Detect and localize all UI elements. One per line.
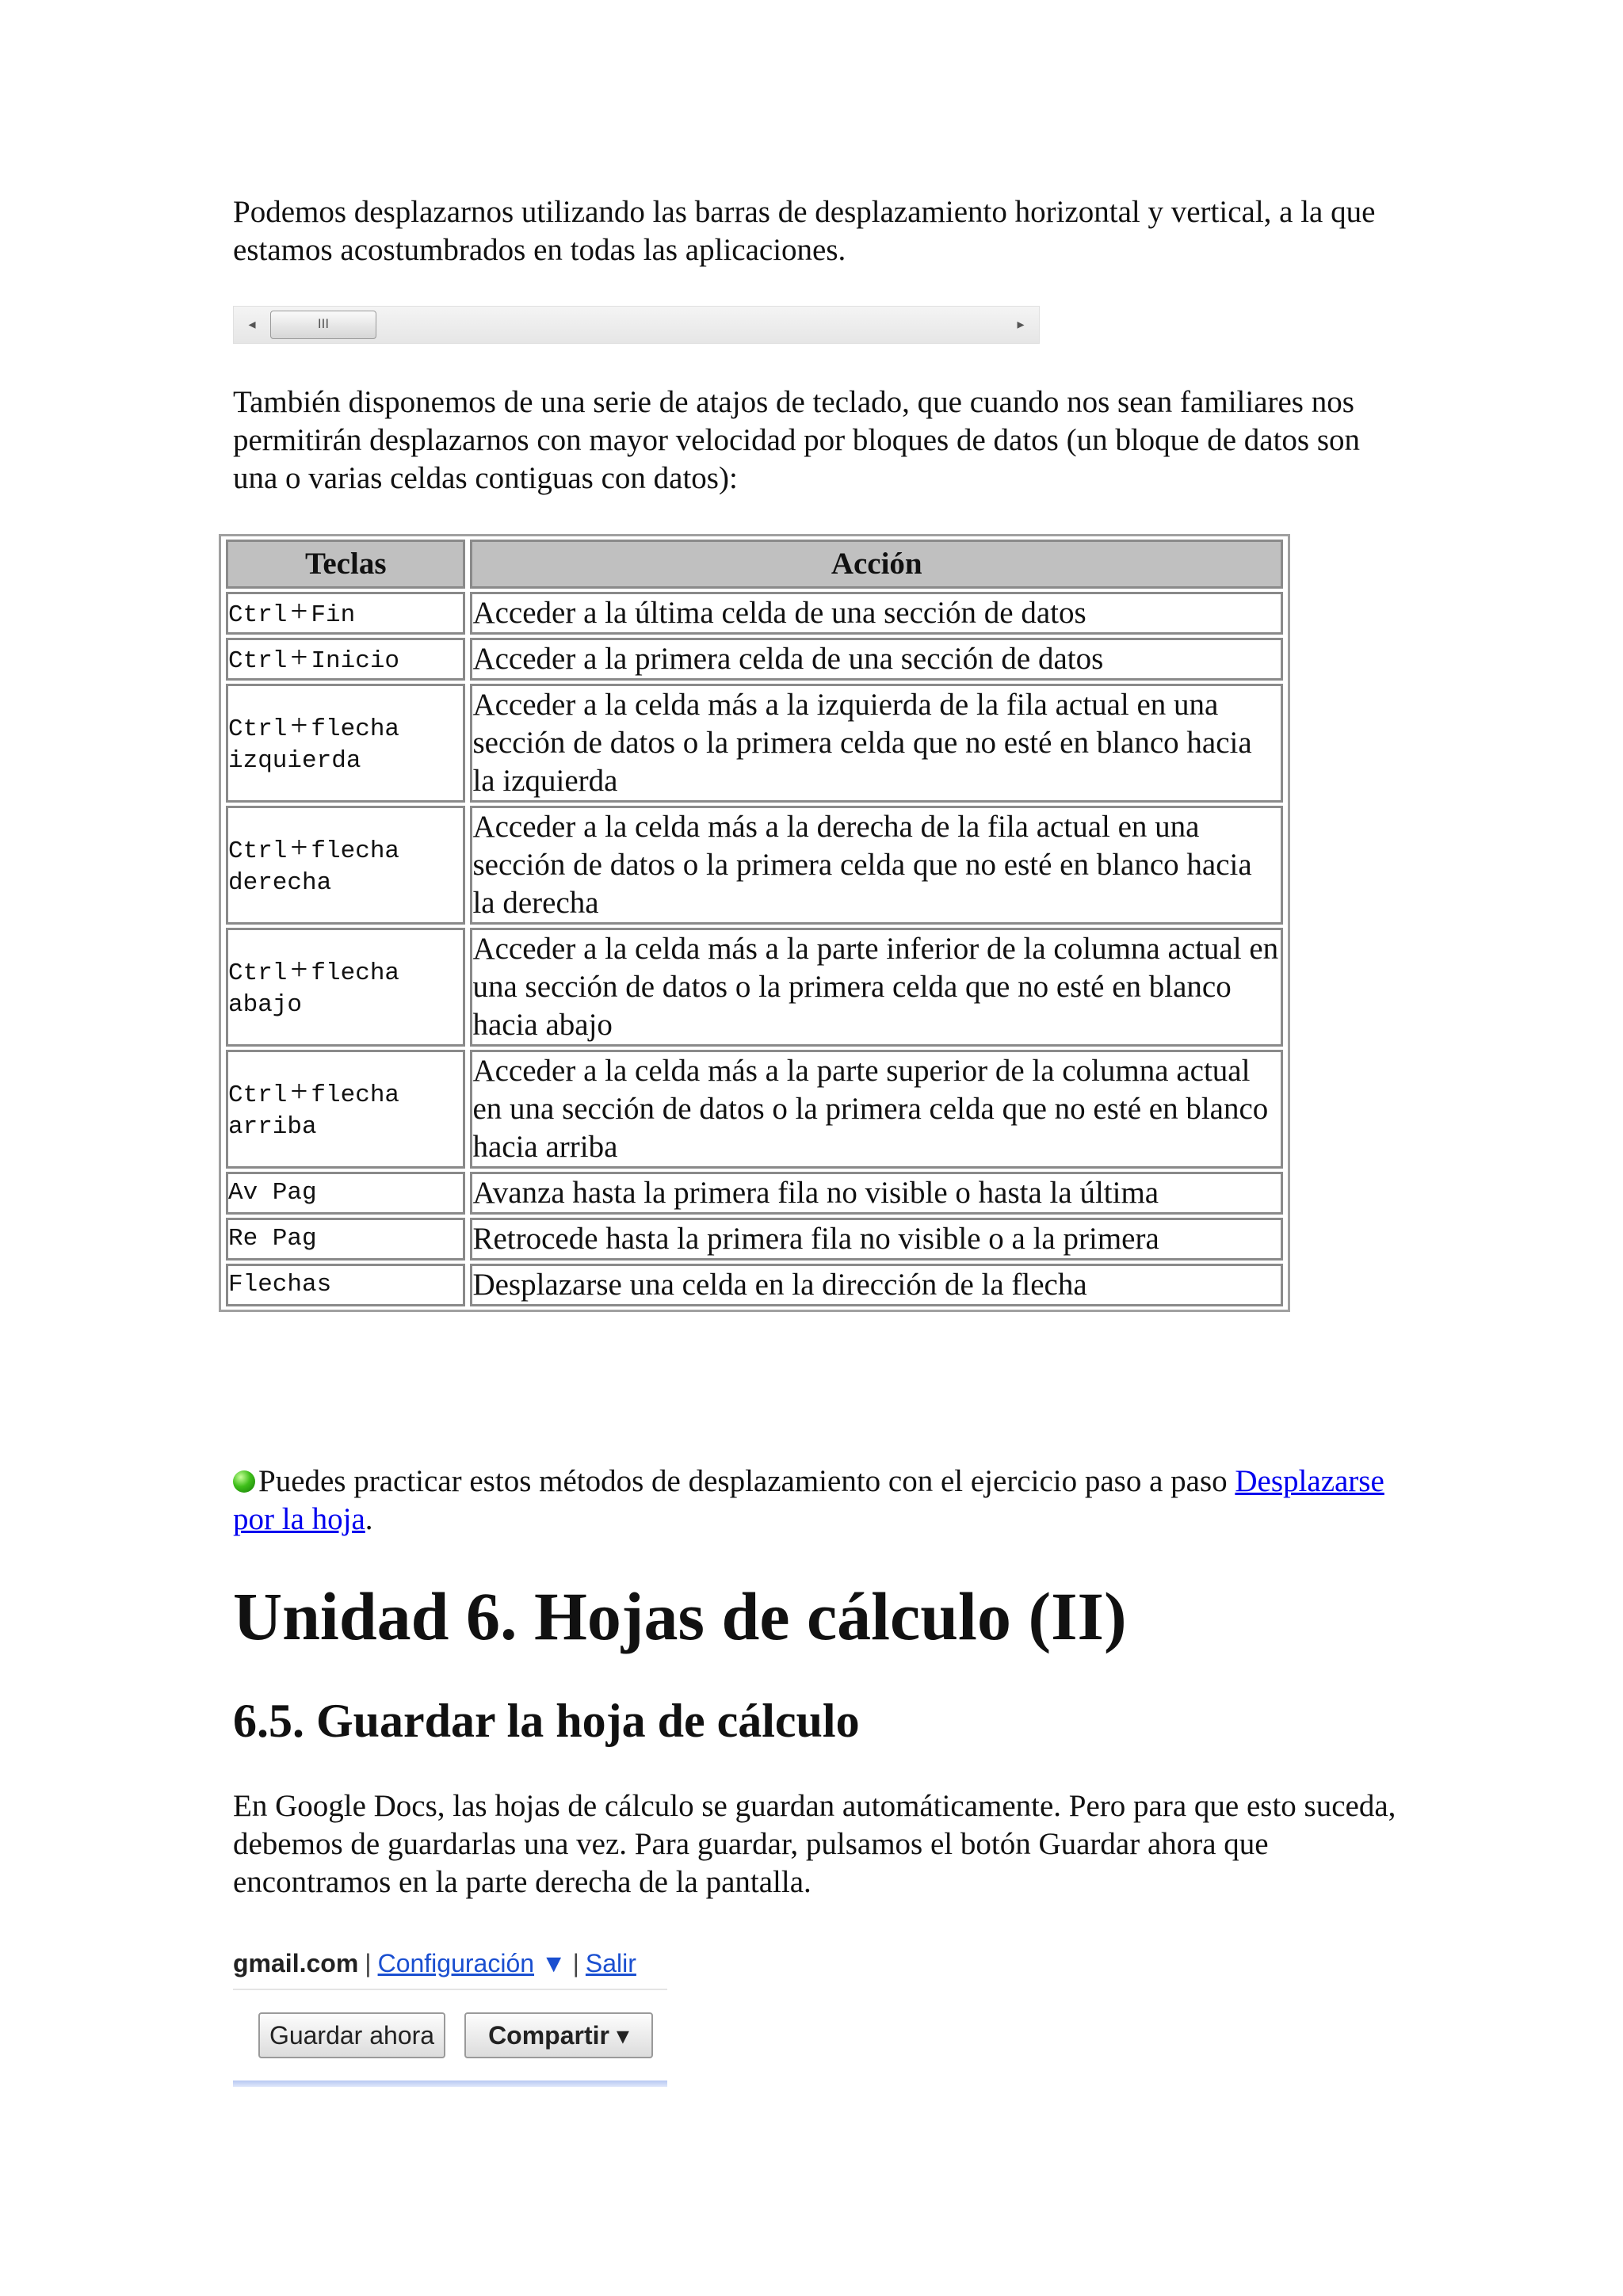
- key-modifier: Re Pag: [228, 1225, 317, 1253]
- share-button[interactable]: [464, 2012, 653, 2058]
- gmail-toolbar-screenshot: [233, 1939, 667, 2090]
- key-name: Fin: [311, 601, 356, 629]
- shortcut-action: Acceder a la celda más a la derecha de la fila actual en una sección de datos o la primera celda que no esté en blanco hacia la derecha: [470, 806, 1283, 925]
- shortcut-action: Acceder a la celda más a la parte inferior de la columna actual en una sección de datos o la primera celda que no esté en blanco hacia abajo: [470, 928, 1283, 1047]
- shortcut-action: Desplazarse una celda en la dirección de la flecha: [470, 1264, 1283, 1306]
- separator: |: [365, 1949, 372, 1978]
- key-name-2: derecha: [228, 868, 332, 897]
- header-keys: Teclas: [226, 540, 465, 589]
- key-name: flecha: [311, 837, 400, 865]
- shortcut-keys: [226, 1172, 465, 1215]
- account-email: gmail.com: [233, 1949, 359, 1978]
- key-plus: +: [290, 830, 308, 864]
- share-dropdown-icon: ▾: [616, 2021, 629, 2050]
- key-modifier: Ctrl: [228, 715, 288, 743]
- tip-end: .: [365, 1502, 373, 1536]
- scroll-right-arrow-icon: ▸: [1017, 316, 1025, 333]
- table-row: [226, 638, 1283, 681]
- key-modifier: Ctrl: [228, 1081, 288, 1109]
- key-name-2: abajo: [228, 990, 303, 1019]
- shortcut-action: Acceder a la última celda de una sección de datos: [470, 592, 1283, 635]
- key-name: flecha: [311, 715, 400, 743]
- save-now-button[interactable]: Guardar ahora: [258, 2012, 445, 2058]
- key-name: Inicio: [311, 646, 400, 675]
- shortcuts-paragraph: También disponemos de una serie de atajos de teclado, que cuando nos sean familiares nos permitirán desplazarnos con mayor velocidad por bloques de datos (un bloque de datos son una o varias celdas contiguas con datos):: [233, 385, 1361, 495]
- table-row: [226, 1172, 1283, 1215]
- shortcuts-table: [219, 534, 1290, 1312]
- shortcut-keys: [226, 684, 465, 803]
- key-modifier: Flechas: [228, 1271, 332, 1299]
- key-plus: +: [290, 952, 308, 986]
- shortcut-keys: [226, 928, 465, 1047]
- key-modifier: Ctrl: [228, 646, 288, 675]
- shortcut-keys: [226, 1218, 465, 1261]
- separator: |: [572, 1949, 579, 1978]
- scroll-thumb: III: [270, 311, 376, 339]
- shortcut-action: Avanza hasta la primera fila no visible o hasta la última: [470, 1172, 1283, 1215]
- shortcut-action: Retrocede hasta la primera fila no visible o a la primera: [470, 1218, 1283, 1261]
- divider: [233, 1989, 667, 1990]
- key-name: flecha: [311, 1081, 400, 1109]
- table-row: [226, 928, 1283, 1047]
- table-row: [226, 1218, 1283, 1261]
- shortcut-keys: [226, 806, 465, 925]
- shortcut-keys: [226, 592, 465, 635]
- key-modifier: Av Pag: [228, 1179, 317, 1207]
- shortcut-action: Acceder a la celda más a la parte superior de la columna actual en una sección de datos o la primera celda que no esté en blanco hacia arriba: [470, 1050, 1283, 1169]
- key-name-2: izquierda: [228, 746, 361, 775]
- tip-text: Puedes practicar estos métodos de desplazamiento con el ejercicio paso a paso: [258, 1464, 1235, 1498]
- settings-dropdown-icon[interactable]: ▼: [540, 1949, 567, 1978]
- shortcut-keys: [226, 1264, 465, 1306]
- shortcut-keys: [226, 1050, 465, 1169]
- key-modifier: Ctrl: [228, 837, 288, 865]
- scroll-left-arrow-icon: ◂: [248, 316, 256, 333]
- intro-paragraph: Podemos desplazarnos utilizando las barras de desplazamiento horizontal y vertical, a la que estamos acostumbrados en todas las aplicaciones.: [233, 195, 1376, 267]
- key-plus: +: [290, 707, 308, 742]
- key-name-2: arriba: [228, 1112, 317, 1141]
- exercise-link[interactable]: Desplazarse por la hoja: [233, 1464, 1384, 1536]
- shortcut-action: Acceder a la primera celda de una sección de datos: [470, 638, 1283, 681]
- green-bullet-icon: [233, 1470, 255, 1493]
- table-row: [226, 592, 1283, 635]
- header-action: Acción: [470, 540, 1283, 589]
- key-plus: +: [290, 593, 308, 628]
- key-modifier: Ctrl: [228, 601, 288, 629]
- share-label: Compartir: [488, 2021, 609, 2050]
- toolbar-bottom-edge: [233, 2081, 667, 2087]
- key-modifier: Ctrl: [228, 959, 288, 987]
- shortcut-action: Acceder a la celda más a la izquierda de la fila actual en una sección de datos o la primera celda que no esté en blanco hacia la izquierda: [470, 684, 1283, 803]
- key-name: flecha: [311, 959, 400, 987]
- unit-heading: Unidad 6. Hojas de cálculo (II): [233, 1578, 1127, 1654]
- save-paragraph: En Google Docs, las hojas de cálculo se guardan automáticamente. Pero para que esto suceda, debemos de guardarlas una vez. Para guardar, pulsamos el botón Guardar ahora que encontramos en la parte derecha de la pantalla.: [233, 1789, 1396, 1899]
- horizontal-scrollbar-image: [233, 306, 1040, 344]
- table-row: [226, 806, 1283, 925]
- shortcut-keys: [226, 638, 465, 681]
- settings-link[interactable]: Configuración: [377, 1949, 535, 1978]
- table-row: [226, 1050, 1283, 1169]
- key-plus: +: [290, 639, 308, 674]
- section-heading: 6.5. Guardar la hoja de cálculo: [233, 1695, 860, 1747]
- practice-tip: [233, 1463, 1406, 1539]
- logout-link[interactable]: Salir: [585, 1949, 636, 1978]
- key-plus: +: [290, 1074, 308, 1108]
- table-row: [226, 684, 1283, 803]
- account-bar: [233, 1947, 636, 1979]
- table-row: [226, 1264, 1283, 1306]
- table-header-row: [226, 540, 1283, 589]
